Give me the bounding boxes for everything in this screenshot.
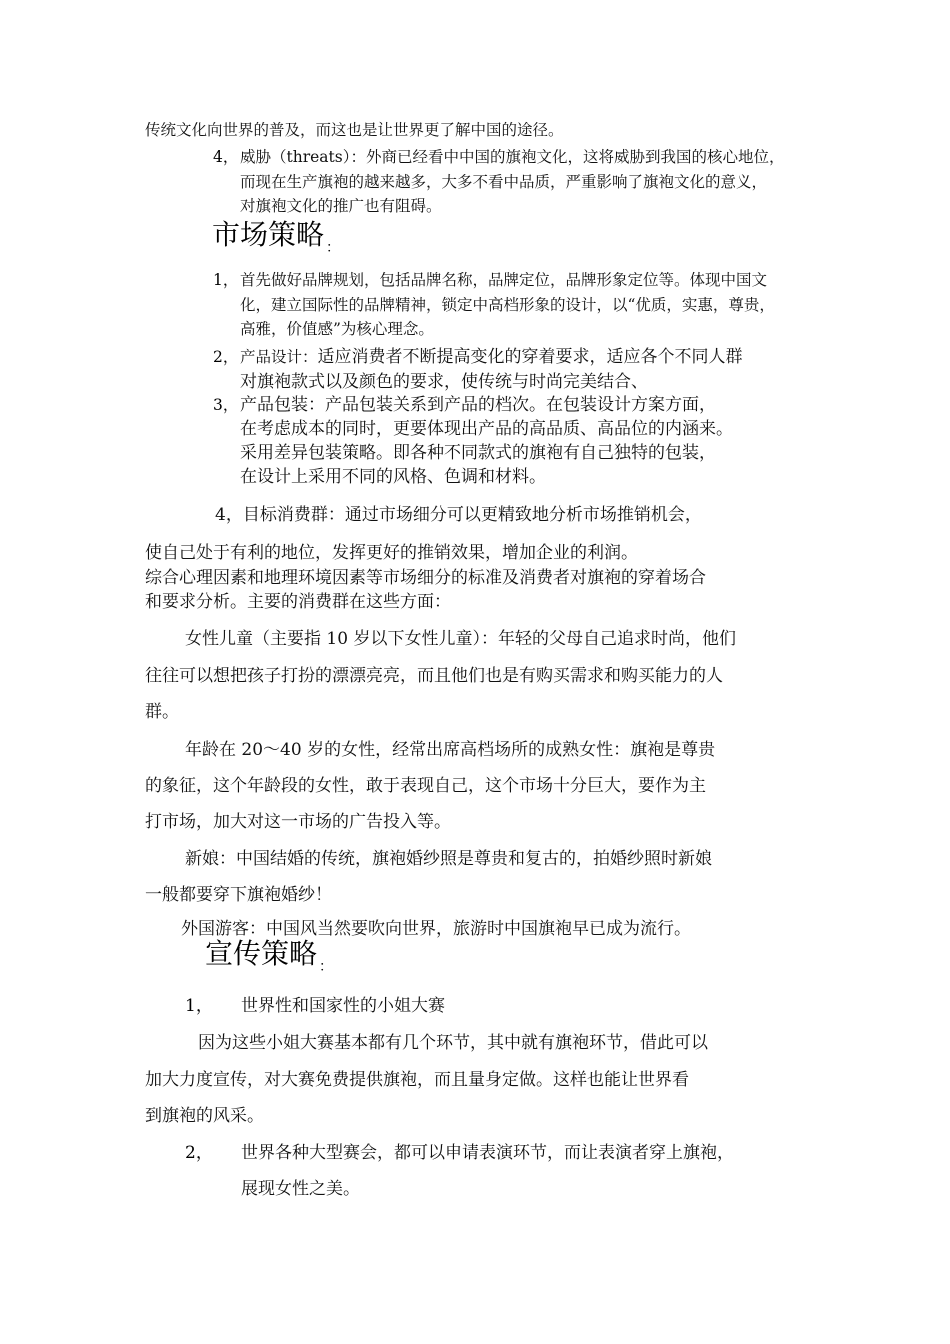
body-text-line: 4，目标消费群：通过市场细分可以更精致地分析市场推销机会，: [215, 505, 702, 525]
body-text-line: 和要求分析。主要的消费群在这些方面：: [145, 592, 451, 612]
list-number: 1，: [185, 996, 213, 1016]
body-text-line: 到旗袍的风采。: [145, 1106, 264, 1126]
body-text-line: 传统文化向世界的普及，而这也是让世界更了解中国的途径。: [145, 121, 564, 139]
item-title: 世界性和国家性的小姐大赛: [241, 996, 445, 1016]
section-heading: [205, 932, 334, 975]
list-number: 1，: [213, 271, 239, 289]
body-text-line: 打市场，加大对这一市场的广告投入等。: [145, 812, 451, 832]
body-text-line: 产品包装：产品包装关系到产品的档次。在包装设计方案方面，: [240, 395, 716, 415]
body-text-line: 而现在生产旗袍的越来越多，大多不看中品质，严重影响了旗袍文化的意义，: [240, 173, 768, 191]
body-text-line: 往往可以想把孩子打扮的漂漂亮亮，而且他们也是有购买需求和购买能力的人: [145, 666, 723, 686]
item-label: 产品设计：: [240, 348, 318, 366]
body-text-line: 化，建立国际性的品牌精神，锁定中高档形象的设计，以“优质，实惠，尊贵，: [240, 296, 775, 314]
list-number: 3，: [213, 396, 239, 414]
body-text-line: 女性儿童（主要指 10 岁以下女性儿童）：年轻的父母自己追求时尚，他们: [185, 629, 736, 649]
heading-colon: ：: [319, 959, 334, 975]
body-text-line: 一般都要穿下旗袍婚纱！: [145, 885, 332, 905]
section-heading: [212, 213, 341, 256]
body-text-line: 展现女性之美。: [241, 1179, 360, 1199]
body-text-line: 高雅，价值感”为核心理念。: [240, 320, 434, 338]
heading-colon: ：: [326, 240, 341, 256]
body-text-line: 在考虑成本的同时，更要体现出产品的高品质、高品位的内涵来。: [240, 419, 733, 439]
section-heading-text: 宣传策略: [205, 937, 318, 970]
body-text-line: 的象征，这个年龄段的女性，敢于表现自己，这个市场十分巨大，要作为主: [145, 776, 706, 796]
body-text-line: 外国游客：中国风当然要吹向世界，旅游时中国旗袍早已成为流行。: [181, 919, 691, 939]
body-text-line: [240, 342, 743, 367]
body-text-line: 因为这些小姐大赛基本都有几个环节，其中就有旗袍环节，借此可以: [198, 1033, 708, 1053]
body-text-line: 新娘：中国结婚的传统，旗袍婚纱照是尊贵和复古的，拍婚纱照时新娘: [185, 849, 712, 869]
body-text-line: 在设计上采用不同的风格、色调和材料。: [240, 467, 546, 487]
body-text-line: 年龄在 20～40 岁的女性，经常出席高档场所的成熟女性：旗袍是尊贵: [185, 740, 716, 760]
section-heading-text: 市场策略: [212, 218, 325, 251]
body-text-line: 首先做好品牌规划，包括品牌名称，品牌定位，品牌形象定位等。体现中国文: [240, 271, 768, 289]
body-text-line: 使自己处于有利的地位，发挥更好的推销效果，增加企业的利润。: [145, 543, 638, 563]
body-text-line: 采用差异包装策略。即各种不同款式的旗袍有自己独特的包装，: [240, 443, 716, 463]
list-number: 2，: [213, 348, 239, 366]
list-number: 4，: [213, 148, 239, 166]
item-text: 适应消费者不断提高变化的穿着要求，适应各个不同人群: [317, 347, 743, 367]
list-number: 2，: [185, 1143, 213, 1163]
body-text-line: 群。: [145, 702, 179, 722]
body-text-line: 对旗袍文化的推广也有阻碍。: [240, 197, 442, 215]
body-text-line: 加大力度宣传，对大赛免费提供旗袍，而且量身定做。这样也能让世界看: [145, 1070, 689, 1090]
body-text-line: 对旗袍款式以及颜色的要求，使传统与时尚完美结合、: [240, 372, 648, 392]
body-text-line: 综合心理因素和地理环境因素等市场细分的标准及消费者对旗袍的穿着场合: [145, 568, 706, 588]
body-text-line: 威胁（threats）：外商已经看中中国的旗袍文化，这将威胁到我国的核心地位，: [240, 148, 785, 166]
body-text-line: 世界各种大型赛会，都可以申请表演环节，而让表演者穿上旗袍，: [241, 1143, 734, 1163]
